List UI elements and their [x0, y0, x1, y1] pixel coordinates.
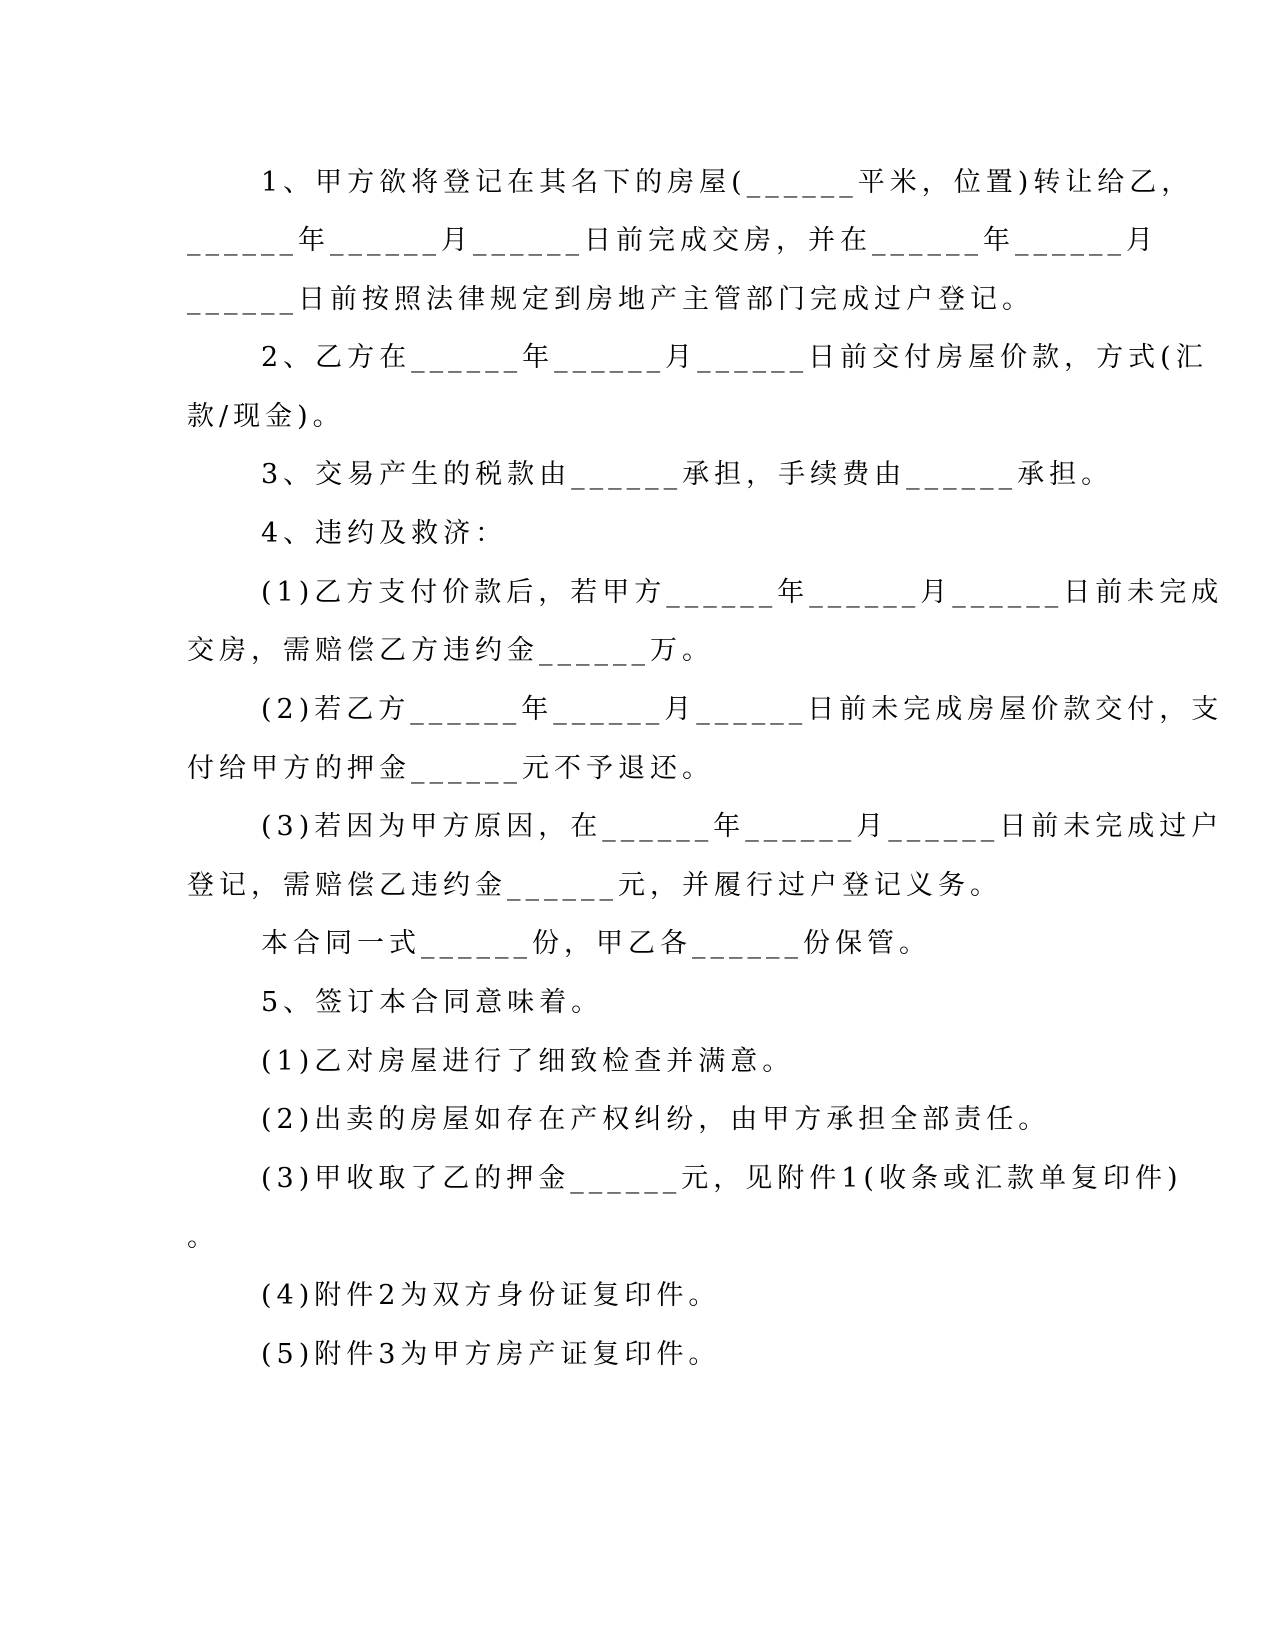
text-line: ______日前按照法律规定到房地产主管部门完成过户登记。 [187, 284, 1034, 315]
text-line: 4、违约及救济： [261, 518, 508, 549]
text-line: 5、签订本合同意味着。 [261, 987, 604, 1018]
text-line: (2)若乙方______年______月______日前未完成房屋价款交付，支 [261, 694, 1224, 725]
text-line: (3)若因为甲方原因，在______年______月______日前未完成过户 [261, 811, 1224, 842]
text-line: (1)乙对房屋进行了细致检查并满意。 [261, 1046, 795, 1077]
text-line: 本合同一式______份，甲乙各______份保管。 [261, 928, 931, 959]
text-line: 付给甲方的押金______元不予退还。 [187, 753, 714, 784]
text-line: (3)甲收取了乙的押金______元，见附件1(收条或汇款单复印件) [261, 1163, 1183, 1194]
text-line: 1、甲方欲将登记在其名下的房屋(______平米，位置)转让给乙， [261, 167, 1194, 198]
text-line: 交房，需赔偿乙方违约金______万。 [187, 635, 714, 666]
text-line: (2)出卖的房屋如存在产权纠纷，由甲方承担全部责任。 [261, 1104, 1051, 1135]
document-page [187, 0, 1224, 1650]
text-line: 款/现金)。 [187, 401, 345, 432]
text-line: 登记，需赔偿乙违约金______元，并履行过户登记义务。 [187, 870, 1002, 901]
text-line: (5)附件3为甲方房产证复印件。 [261, 1339, 721, 1370]
text-line: 。 [187, 1222, 219, 1253]
text-line: 2、乙方在______年______月______日前交付房屋价款，方式(汇 [261, 342, 1208, 373]
text-line: (4)附件2为双方身份证复印件。 [261, 1280, 721, 1311]
text-line: (1)乙方支付价款后，若甲方______年______月______日前未完成 [261, 577, 1224, 608]
text-line: 3、交易产生的税款由______承担，手续费由______承担。 [261, 459, 1114, 490]
text-line: ______年______月______日前完成交房，并在______年______月 [187, 225, 1158, 256]
